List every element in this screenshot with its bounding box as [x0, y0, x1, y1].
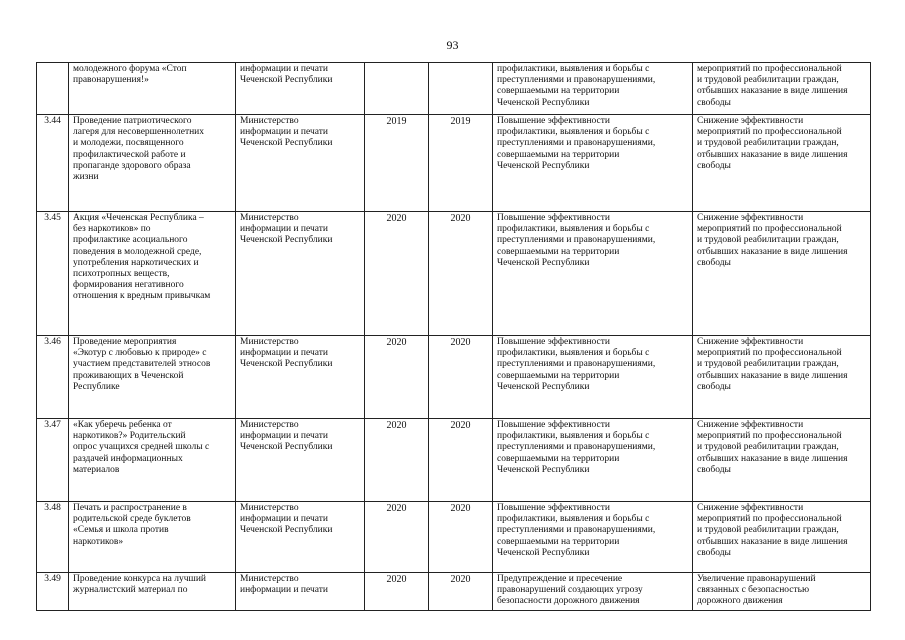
- table-row: [37, 63, 871, 115]
- start-year-cell: 2020: [365, 573, 429, 611]
- measure-title-cell: Печать и распространение в родительской среде буклетов «Семья и школа против наркотиков»: [69, 502, 236, 573]
- measure-title-cell: Проведение конкурса на лучший журналистский материал по: [69, 573, 236, 611]
- expected-result-cell: Повышение эффективности профилактики, выявления и борьбы с преступлениями и правонарушениями, совершаемыми на территории Чеченской Республики: [493, 419, 693, 502]
- end-year-cell: 2020: [429, 502, 493, 573]
- executor-cell: Министерство информации и печати: [236, 573, 365, 611]
- end-year-cell: 2020: [429, 336, 493, 419]
- expected-result-cell: Повышение эффективности профилактики, выявления и борьбы с преступлениями и правонарушениями, совершаемыми на территории Чеченской Республики: [493, 212, 693, 336]
- non-implementation-effect-cell: Снижение эффективности мероприятий по профессиональной и трудовой реабилитации граждан, отбывших наказание в виде лишения свободы: [693, 336, 871, 419]
- end-year-cell: 2020: [429, 419, 493, 502]
- table-row: [37, 336, 871, 419]
- executor-cell: информации и печати Чеченской Республики: [236, 63, 365, 115]
- row-number-cell: 3.44: [37, 115, 69, 212]
- expected-result-cell: Повышение эффективности профилактики, выявления и борьбы с преступлениями и правонарушениями, совершаемыми на территории Чеченской Республики: [493, 502, 693, 573]
- end-year-cell: 2019: [429, 115, 493, 212]
- expected-result-cell: Повышение эффективности профилактики, выявления и борьбы с преступлениями и правонарушениями, совершаемыми на территории Чеченской Республики: [493, 336, 693, 419]
- measure-title-cell: молодежного форума «Стоп правонарушения!»: [69, 63, 236, 115]
- non-implementation-effect-cell: мероприятий по профессиональной и трудовой реабилитации граждан, отбывших наказание в виде лишения свободы: [693, 63, 871, 115]
- executor-cell: Министерство информации и печати Чеченской Республики: [236, 419, 365, 502]
- non-implementation-effect-cell: Снижение эффективности мероприятий по профессиональной и трудовой реабилитации граждан, отбывших наказание в виде лишения свободы: [693, 115, 871, 212]
- measure-title-cell: Акция «Чеченская Республика – без наркотиков» по профилактике асоциального поведения в молодежной среде, употребления наркотических и психотропных веществ, формирования негативного отношения к вредным привычкам: [69, 212, 236, 336]
- table-body: [37, 63, 871, 611]
- non-implementation-effect-cell: Снижение эффективности мероприятий по профессиональной и трудовой реабилитации граждан, отбывших наказание в виде лишения свободы: [693, 502, 871, 573]
- non-implementation-effect-cell: Увеличение правонарушений связанных с безопасностью дорожного движения: [693, 573, 871, 611]
- expected-result-cell: профилактики, выявления и борьбы с преступлениями и правонарушениями, совершаемыми на территории Чеченской Республики: [493, 63, 693, 115]
- row-number-cell: [37, 63, 69, 115]
- measure-title-cell: «Как уберечь ребенка от наркотиков?» Родительский опрос учащихся средней школы с раздачей информационных материалов: [69, 419, 236, 502]
- page-number: 93: [446, 38, 459, 52]
- executor-cell: Министерство информации и печати Чеченской Республики: [236, 502, 365, 573]
- table-row: [37, 212, 871, 336]
- expected-result-cell: Предупреждение и пресечение правонарушений создающих угрозу безопасности дорожного движения: [493, 573, 693, 611]
- start-year-cell: 2020: [365, 336, 429, 419]
- start-year-cell: 2020: [365, 419, 429, 502]
- end-year-cell: 2020: [429, 573, 493, 611]
- start-year-cell: 2020: [365, 502, 429, 573]
- row-number-cell: 3.47: [37, 419, 69, 502]
- table-row: [37, 502, 871, 573]
- table-row: [37, 573, 871, 611]
- executor-cell: Министерство информации и печати Чеченской Республики: [236, 115, 365, 212]
- measure-title-cell: Проведение мероприятия «Экотур с любовью к природе» с участием представителей этносов проживающих в Чеченской Республике: [69, 336, 236, 419]
- non-implementation-effect-cell: Снижение эффективности мероприятий по профессиональной и трудовой реабилитации граждан, отбывших наказание в виде лишения свободы: [693, 212, 871, 336]
- table-row: [37, 419, 871, 502]
- expected-result-cell: Повышение эффективности профилактики, выявления и борьбы с преступлениями и правонарушениями, совершаемыми на территории Чеченской Республики: [493, 115, 693, 212]
- non-implementation-effect-cell: Снижение эффективности мероприятий по профессиональной и трудовой реабилитации граждан, отбывших наказание в виде лишения свободы: [693, 419, 871, 502]
- end-year-cell: [429, 63, 493, 115]
- measure-title-cell: Проведение патриотического лагеря для несовершеннолетних и молодежи, посвященного профилактической работе и пропаганде здорового образа жизни: [69, 115, 236, 212]
- start-year-cell: [365, 63, 429, 115]
- row-number-cell: 3.48: [37, 502, 69, 573]
- table-row: [37, 115, 871, 212]
- end-year-cell: 2020: [429, 212, 493, 336]
- row-number-cell: 3.45: [37, 212, 69, 336]
- executor-cell: Министерство информации и печати Чеченской Республики: [236, 212, 365, 336]
- row-number-cell: 3.46: [37, 336, 69, 419]
- row-number-cell: 3.49: [37, 573, 69, 611]
- start-year-cell: 2019: [365, 115, 429, 212]
- start-year-cell: 2020: [365, 212, 429, 336]
- executor-cell: Министерство информации и печати Чеченской Республики: [236, 336, 365, 419]
- program-measures-table: [36, 62, 871, 611]
